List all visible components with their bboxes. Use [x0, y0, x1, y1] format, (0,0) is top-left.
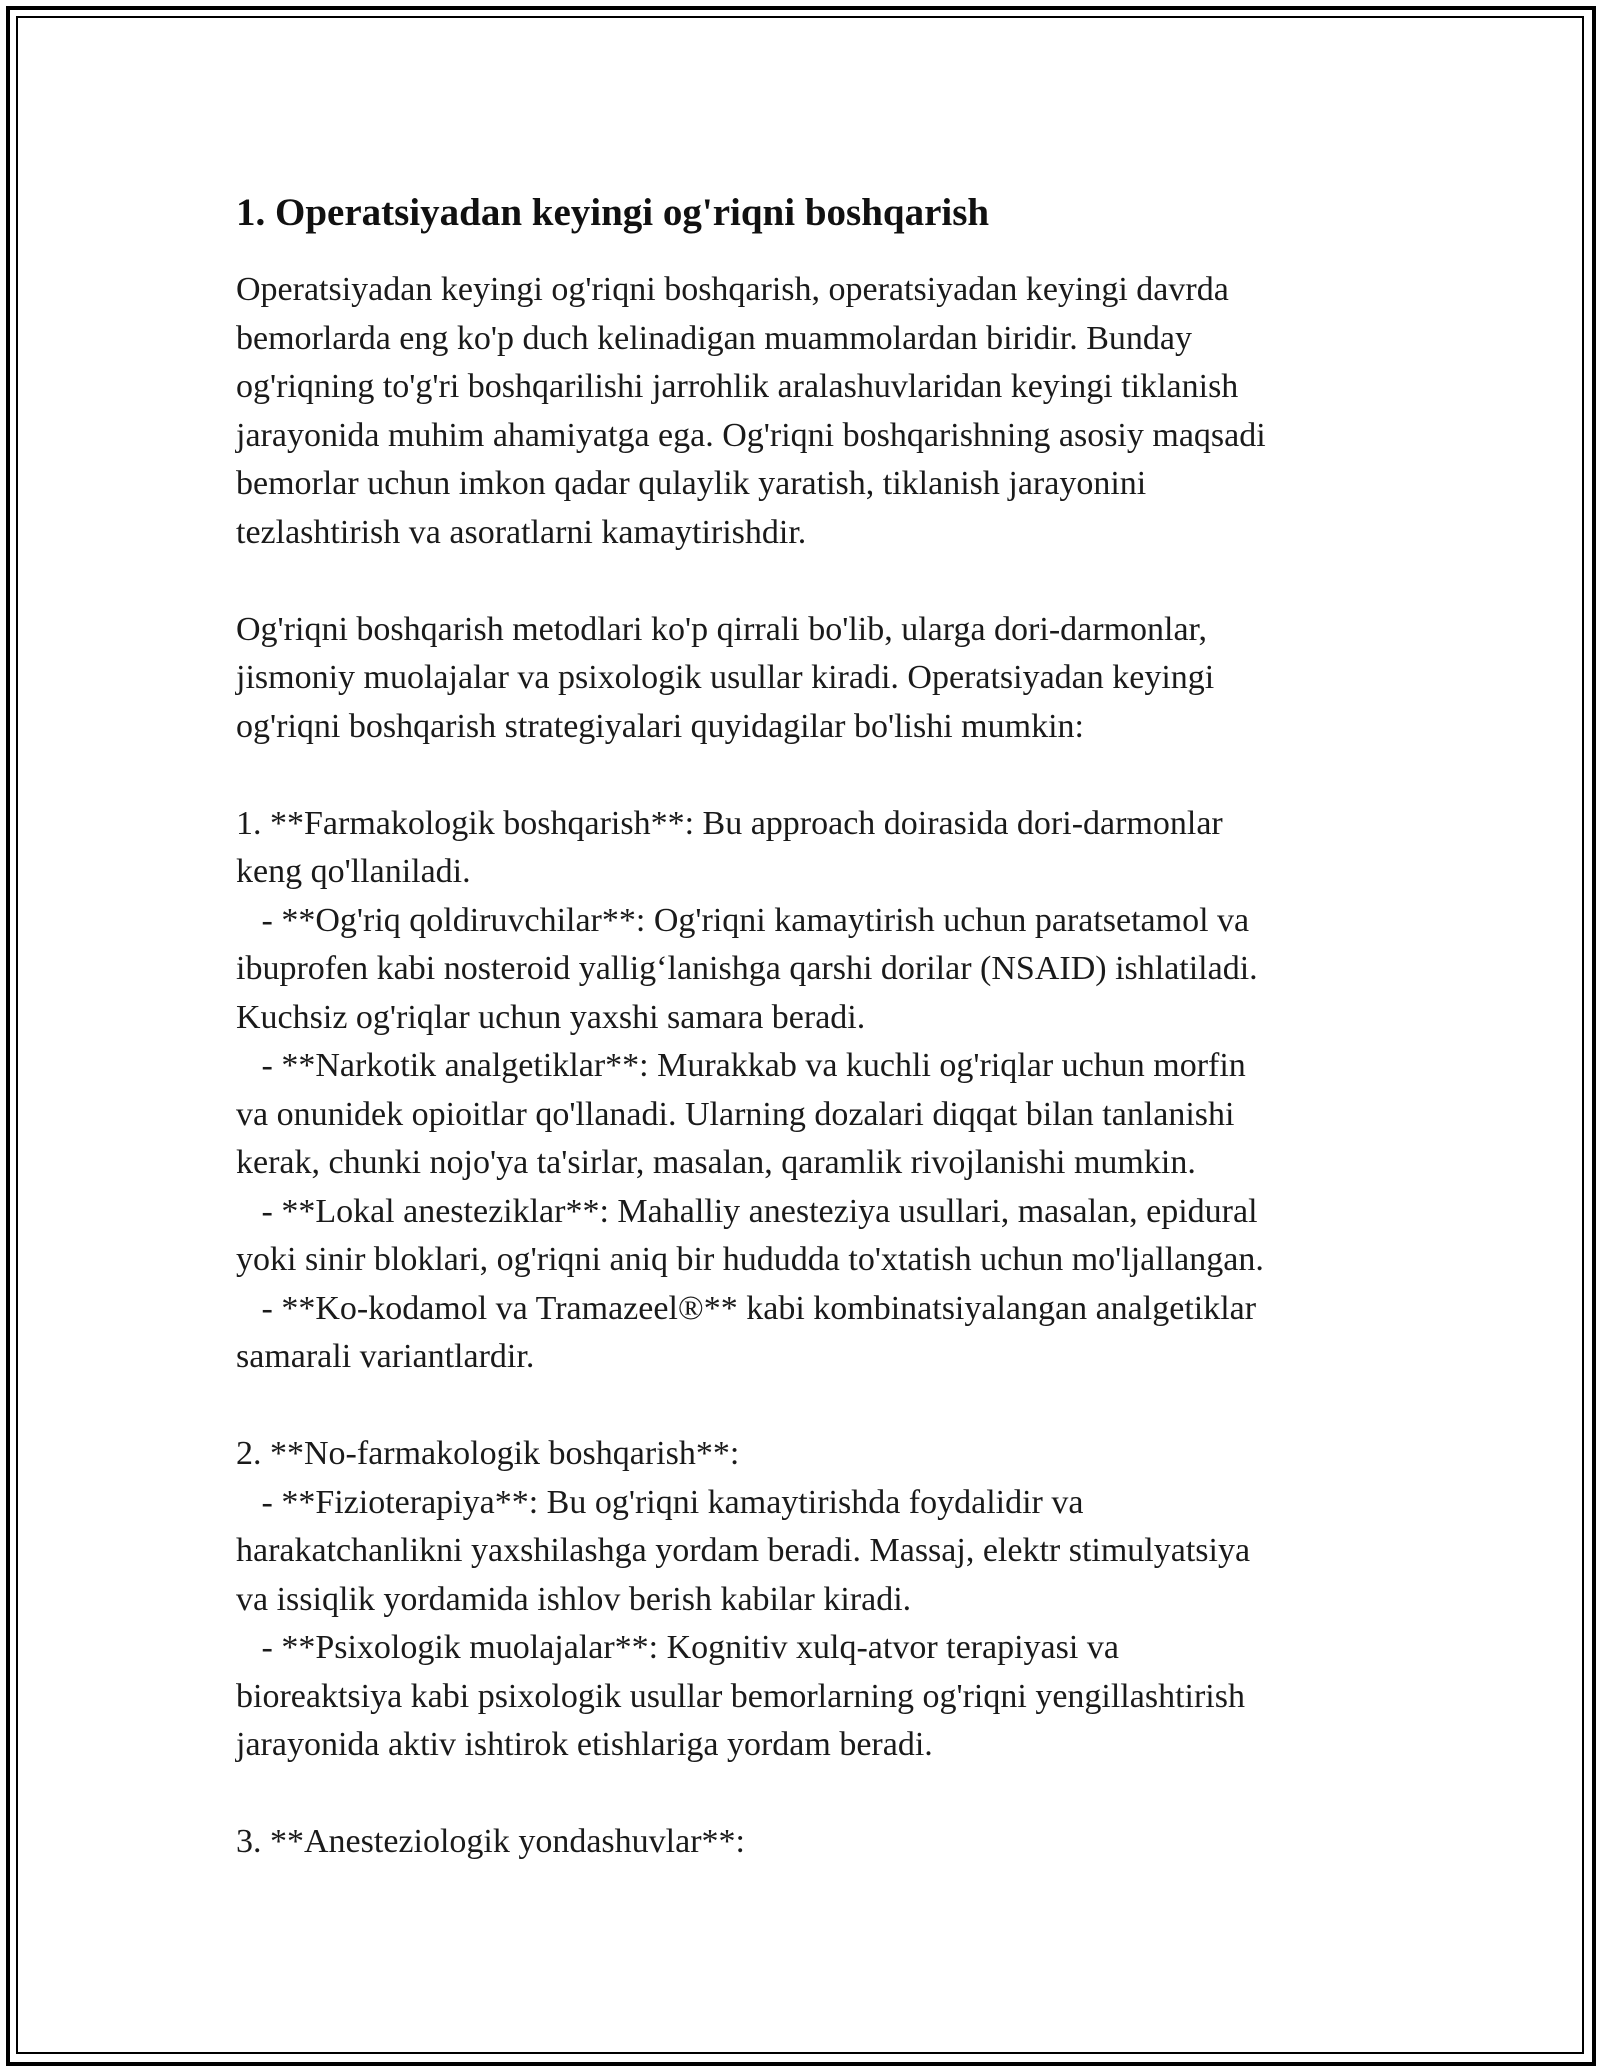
blank-line	[236, 751, 1386, 800]
text-line: bemorlar uchun imkon qadar qulaylik yaratish, tiklanish jarayonini	[236, 465, 1147, 502]
document-page	[236, 186, 1386, 1867]
text-line: va issiqlik yordamida ishlov berish kabilar kiradi.	[236, 1580, 912, 1618]
text-line: Og'riqni boshqarish metodlari ko'p qirrali bo'lib, ularga dori-darmonlar,	[236, 610, 1208, 648]
text-line: - **Lokal anesteziklar**: Mahalliy anesteziya usullari, masalan, epidural	[236, 1192, 1258, 1230]
text-line: - **Narkotik analgetiklar**: Murakkab va kuchli og'riqlar uchun morfin	[236, 1047, 1246, 1084]
text-line: harakatchanlikni yaxshilashga yordam beradi. Massaj, elektr stimulyatsiya	[236, 1532, 1251, 1569]
text-line: 2. **No-farmakologik boshqarish**:	[236, 1435, 740, 1472]
document-body	[236, 266, 1386, 1867]
text-line: bioreaktsiya kabi psixologik usullar bemorlarning og'riqni yengillashtirish	[236, 1677, 1245, 1715]
text-line: og'riqning to'g'ri boshqarilishi jarrohlik aralashuvlaridan keyingi tiklanish	[236, 368, 1239, 405]
blank-line	[236, 1770, 1386, 1819]
text-line: bemorlarda eng ko'p duch kelinadigan muammolardan biridir. Bunday	[236, 319, 1192, 357]
text-line: jarayonida aktiv ishtirok etishlariga yordam beradi.	[236, 1726, 933, 1763]
blank-line	[236, 557, 1386, 606]
text-line: Kuchsiz og'riqlar uchun yaxshi samara beradi.	[236, 998, 866, 1036]
text-line: tezlashtirish va asoratlarni kamaytirishdir.	[236, 513, 807, 551]
text-line: jismoniy muolajalar va psixologik usullar kiradi. Operatsiyadan keyingi	[236, 659, 1215, 696]
text-line: ibuprofen kabi nosteroid yallig‘lanishga qarshi dorilar (NSAID) ishlatiladi.	[236, 950, 1258, 987]
text-line: yoki sinir bloklari, og'riqni aniq bir hududda to'xtatish uchun mo'ljallangan.	[236, 1241, 1264, 1278]
text-line: - **Fizioterapiya**: Bu og'riqni kamaytirishda foydalidir va	[236, 1483, 1084, 1521]
blank-line	[236, 1382, 1386, 1431]
text-line: kerak, chunki nojo'ya ta'sirlar, masalan, qaramlik rivojlanishi mumkin.	[236, 1144, 1196, 1181]
section-heading: 1. Operatsiyadan keyingi og'riqni boshqarish	[236, 191, 990, 234]
text-line: Operatsiyadan keyingi og'riqni boshqarish, operatsiyadan keyingi davrda	[236, 271, 1229, 308]
text-line: 1. **Farmakologik boshqarish**: Bu approach doirasida dori-darmonlar	[236, 804, 1223, 842]
text-line: - **Psixologik muolajalar**: Kognitiv xulq-atvor terapiyasi va	[236, 1629, 1119, 1666]
text-line: 3. **Anesteziologik yondashuvlar**:	[236, 1823, 745, 1860]
text-line: keng qo'llaniladi.	[236, 853, 471, 890]
text-line: og'riqni boshqarish strategiyalari quyidagilar bo'lishi mumkin:	[236, 707, 1084, 745]
text-line: - **Og'riq qoldiruvchilar**: Og'riqni kamaytirish uchun paratsetamol va	[236, 901, 1250, 939]
text-line: jarayonida muhim ahamiyatga ega. Og'riqni boshqarishning asosiy maqsadi	[236, 416, 1266, 454]
text-line: va onunidek opioitlar qo'llanadi. Ularning dozalari diqqat bilan tanlanishi	[236, 1095, 1235, 1133]
text-line: samarali variantlardir.	[236, 1338, 535, 1375]
text-line: - **Ko-kodamol va Tramazeel®** kabi kombinatsiyalangan analgetiklar	[236, 1289, 1257, 1327]
